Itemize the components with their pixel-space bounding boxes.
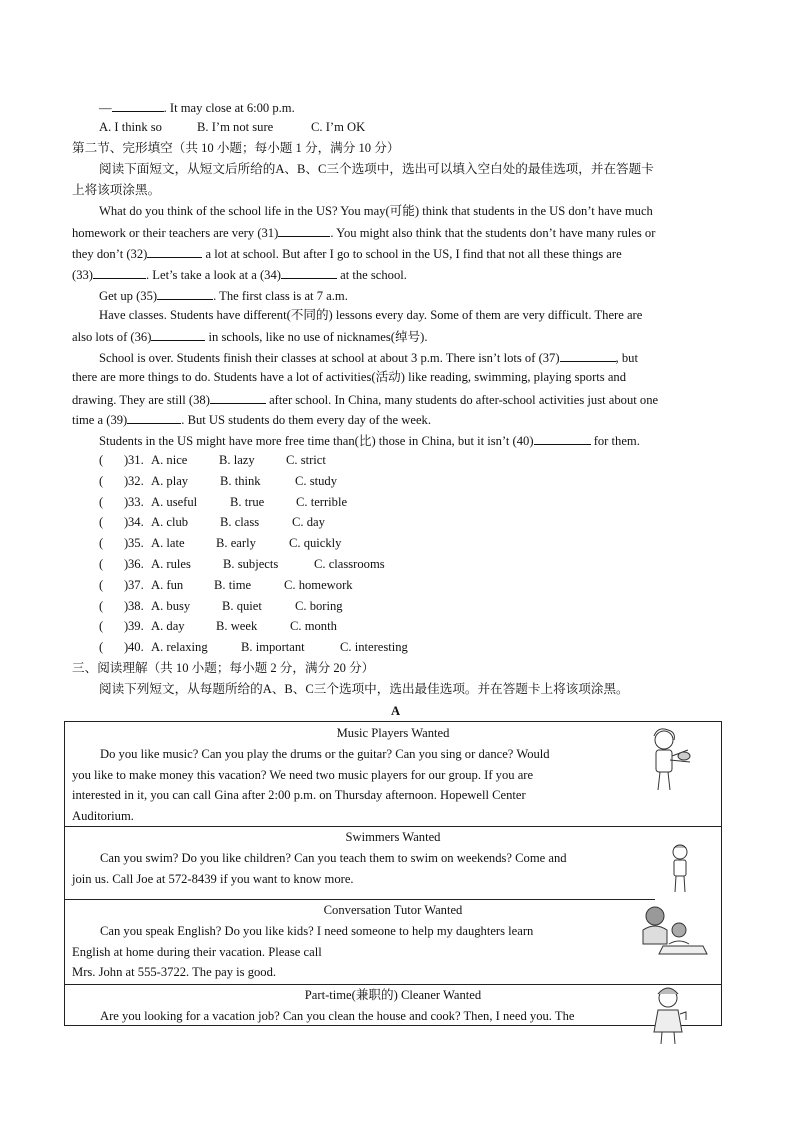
answer-paren-open: (: [99, 515, 104, 529]
answer-paren-open: (: [99, 495, 104, 509]
ad-music-line-1: Do you like music? Can you play the drums or the guitar? Can you sing or dance? Would: [100, 747, 550, 761]
question-number: 38.: [128, 599, 144, 613]
swimmer-boy-illustration: [665, 842, 695, 896]
ad-tutor-line-2: English at home during their vacation. Please call: [72, 945, 322, 959]
option-c: C. day: [292, 515, 325, 529]
option-a: A. rules: [151, 557, 191, 571]
divider: [65, 984, 721, 985]
answer-paren-close: ): [124, 557, 129, 571]
option-c: C. strict: [286, 453, 326, 467]
blank-33: [93, 267, 146, 279]
ad-swimmers-line-2: join us. Call Joe at 572-8439 if you want to know more.: [72, 872, 354, 886]
q30-answer-line: — . It may close at 6:00 p.m.: [99, 101, 295, 115]
cleaner-girl-illustration: [646, 984, 690, 1048]
part-label: A: [391, 704, 401, 718]
option-b: B. quiet: [222, 599, 262, 613]
answer-paren-open: (: [99, 453, 104, 467]
section2-heading: 第二节、完形填空（共 10 小题；每小题 1 分，满分 10 分）: [72, 141, 400, 155]
section2-instruction-2: 上将该项涂黑。: [72, 183, 161, 197]
passage-line-8: School is over. Students finish their classes at school at about 3 p.m. There isn’t lots of (37) , but: [99, 351, 638, 365]
option-c: C. classrooms: [314, 557, 385, 571]
blank-31: [278, 225, 330, 237]
option-b: B. class: [220, 515, 260, 529]
option-c: C. homework: [284, 578, 353, 592]
passage-line-7: also lots of (36) in schools, like no use of nicknames(绰号).: [72, 330, 428, 344]
answer-paren-open: (: [99, 474, 104, 488]
option-b: B. time: [214, 578, 252, 592]
passage-line-11: time a (39) . But US students do them every day of the week.: [72, 413, 431, 427]
section2-instruction-1: 阅读下面短文，从短文后所给的A、B、C三个选项中，选出可以填入空白处的最佳选项，并在答题卡: [99, 162, 654, 176]
ad-title-tutor: Conversation Tutor Wanted: [323, 903, 463, 917]
ads-table: [64, 721, 722, 1026]
question-number: 36.: [128, 557, 144, 571]
option-b: B. week: [216, 619, 258, 633]
passage-line-3: they don’t (32) a lot at school. But after I go to school in the US, I find that not all these things are: [72, 247, 622, 261]
answer-paren-close: ): [124, 515, 129, 529]
tutor-and-child-illustration: [633, 900, 713, 958]
option-a: A. useful: [151, 495, 198, 509]
blank-39: [127, 412, 181, 424]
section3-instruction: 阅读下列短文，从每题所给的A、B、C三个选项中，选出最佳选项。并在答题卡上将该项涂黑。: [99, 682, 629, 696]
option-a: A. day: [151, 619, 185, 633]
option-a: A. relaxing: [151, 640, 208, 654]
question-number: 34.: [128, 515, 144, 529]
answer-paren-close: ): [124, 599, 129, 613]
passage-line-10: drawing. They are still (38) after school. In China, many students do after-school activities just about one: [72, 393, 659, 407]
answer-paren-close: ): [124, 474, 129, 488]
ad-music-line-4: Auditorium.: [72, 809, 134, 823]
question-number: 32.: [128, 474, 144, 488]
answer-paren-close: ): [124, 640, 129, 654]
question-number: 39.: [128, 619, 144, 633]
answer-paren-open: (: [99, 640, 104, 654]
q30-options: A. I think so B. I’m not sure C. I’m OK: [99, 120, 366, 134]
option-b: B. lazy: [219, 453, 255, 467]
option-a: A. busy: [151, 599, 191, 613]
ad-music-line-3: interested in it, you can call Gina after 2:00 p.m. on Thursday afternoon. Hopewell Center: [72, 788, 526, 802]
ad-title-cleaner: Part-time(兼职的) Cleaner Wanted: [304, 988, 482, 1002]
option-c: C. study: [295, 474, 337, 488]
answer-paren-open: (: [99, 536, 104, 550]
option-a: A. fun: [151, 578, 184, 592]
ad-tutor-line-3: Mrs. John at 555-3722. The pay is good.: [72, 965, 277, 979]
option-b: B. important: [241, 640, 305, 654]
section3-heading: 三、阅读理解（共 10 小题；每小题 2 分，满分 20 分）: [72, 661, 375, 675]
answer-paren-close: ): [124, 495, 129, 509]
ad-title-music: Music Players Wanted: [336, 726, 450, 740]
passage-line-9: there are more things to do. Students have a lot of activities(活动) like reading, swimming, playing sports and: [72, 370, 627, 384]
answer-paren-close: ): [124, 578, 129, 592]
option-a: A. play: [151, 474, 189, 488]
option-c: C. quickly: [289, 536, 342, 550]
ad-tutor-line-1: Can you speak English? Do you like kids? I need someone to help my daughters learn: [100, 924, 534, 938]
ad-music-line-2: you like to make money this vacation? We need two music players for our group. If you are: [72, 768, 534, 782]
ad-swimmers-line-1: Can you swim? Do you like children? Can you teach them to swim on weekends? Come and: [100, 851, 567, 865]
option-b: B. think: [220, 474, 261, 488]
option-a: A. club: [151, 515, 189, 529]
passage-line-2: homework or their teachers are very (31) . You might also think that the students don’t have many rules or: [72, 226, 656, 240]
option-c: C. interesting: [340, 640, 408, 654]
passage-line-12: Students in the US might have more free time than(比) those in China, but it isn’t (40) for them.: [99, 434, 640, 448]
blank-35: [157, 288, 213, 300]
option-c: C. month: [290, 619, 337, 633]
passage-line-6: Have classes. Students have different(不同的) lessons every day. Some of them are very difficult. There are: [99, 308, 643, 322]
question-number: 37.: [128, 578, 144, 592]
passage-line-5: Get up (35) . The first class is at 7 a.m.: [99, 289, 348, 303]
question-number: 40.: [128, 640, 144, 654]
option-b: B. true: [230, 495, 265, 509]
question-number: 33.: [128, 495, 144, 509]
blank-34: [281, 267, 337, 279]
violinist-illustration: [640, 726, 702, 794]
answer-paren-close: ): [124, 536, 129, 550]
blank-38: [210, 392, 266, 404]
question-number: 31.: [128, 453, 144, 467]
ad-title-swimmers: Swimmers Wanted: [345, 830, 441, 844]
answer-paren-open: (: [99, 557, 104, 571]
option-c: C. boring: [295, 599, 343, 613]
option-a: A. nice: [151, 453, 188, 467]
answer-paren-close: ): [124, 619, 129, 633]
passage-line-1: What do you think of the school life in the US? You may(可能) think that students in the US don’t have much: [99, 204, 653, 218]
option-b: B. early: [216, 536, 256, 550]
answer-paren-open: (: [99, 578, 104, 592]
divider: [65, 826, 721, 827]
blank-37: [560, 350, 616, 362]
answer-paren-open: (: [99, 619, 104, 633]
passage-line-4: (33) . Let’s take a look at a (34) at the school.: [72, 268, 407, 282]
option-b: B. subjects: [223, 557, 279, 571]
q30-blank: [112, 100, 164, 112]
answer-paren-open: (: [99, 599, 104, 613]
question-number: 35.: [128, 536, 144, 550]
option-a: A. late: [151, 536, 185, 550]
answer-paren-close: ): [124, 453, 129, 467]
divider: [65, 899, 655, 900]
blank-36: [151, 329, 205, 341]
ad-cleaner-line-1: Are you looking for a vacation job? Can you clean the house and cook? Then, I need you. The: [100, 1009, 575, 1023]
blank-32: [147, 246, 202, 258]
option-c: C. terrible: [296, 495, 348, 509]
blank-40: [534, 433, 591, 445]
